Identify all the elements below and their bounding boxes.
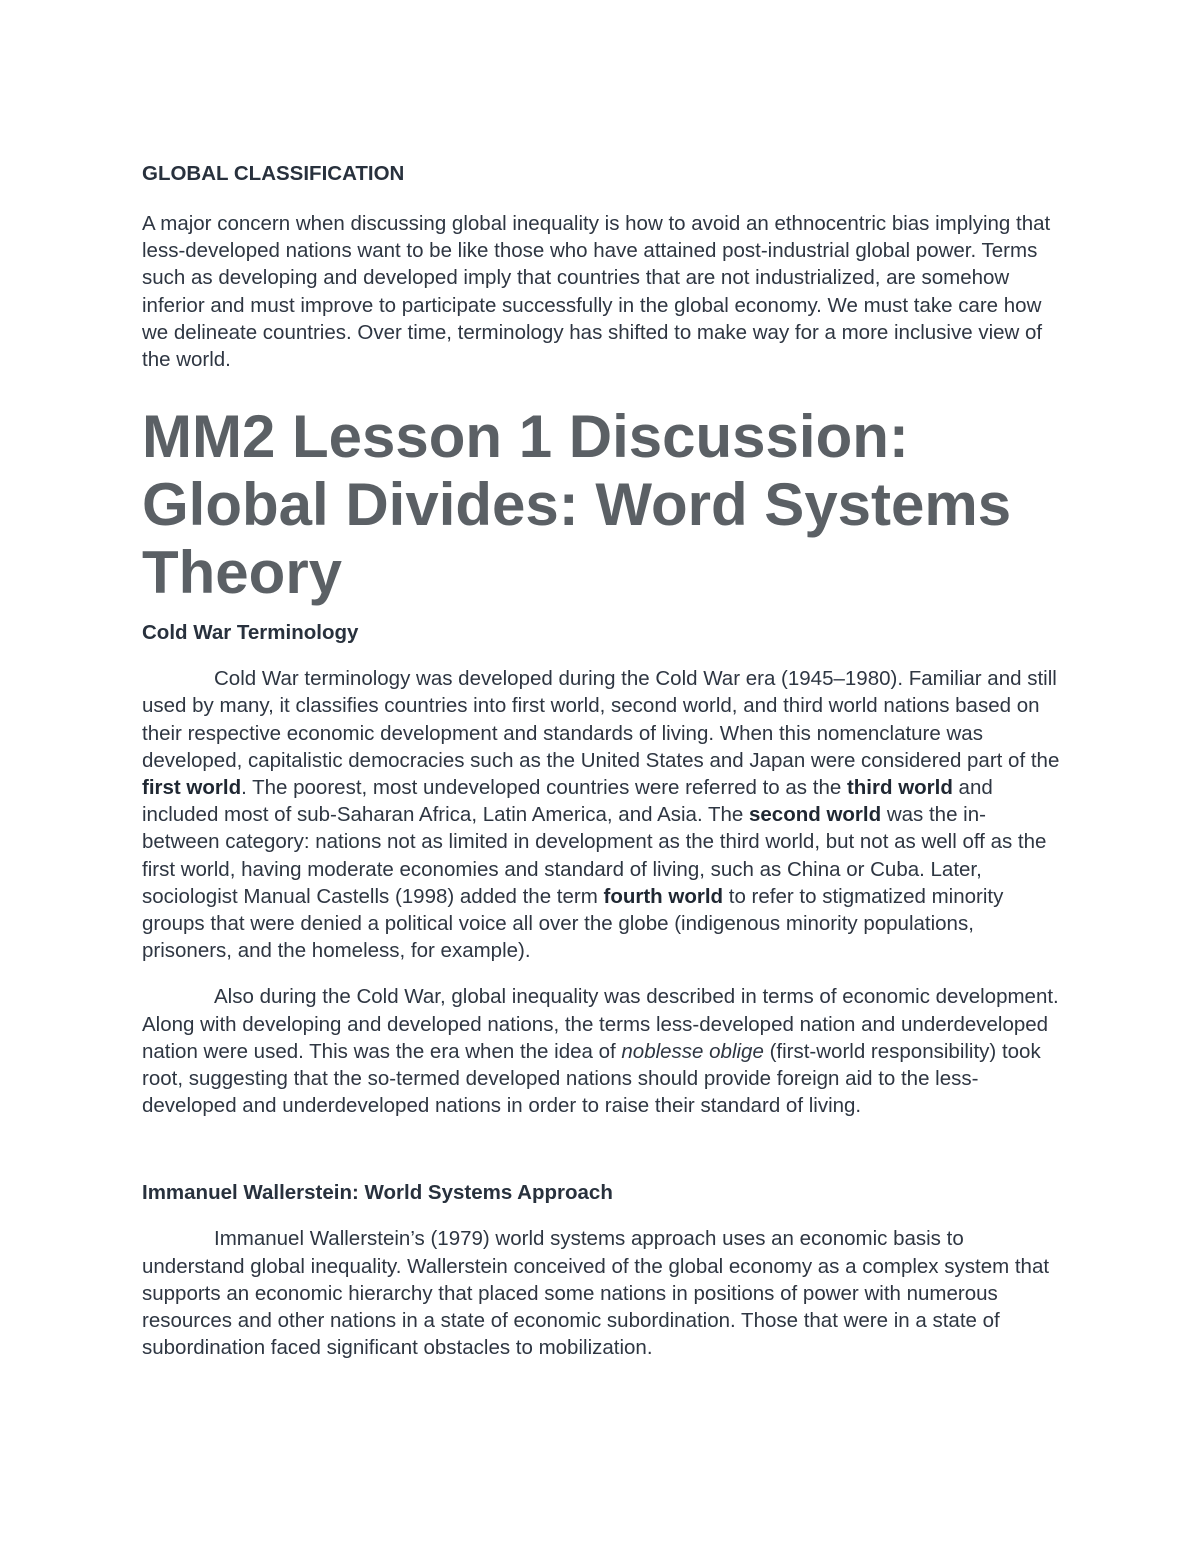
text-run: Cold War terminology was developed during the Cold War era (1945–1980). Familiar and still used by many, it classifies countries into first world, second world, and third world nations based on their respective economic development and standards of living. When this nomenclature was developed, capitalistic democracies such as the United States and Japan were considered part of the: [142, 667, 1060, 772]
text-run: . The poorest, most undeveloped countries were referred to as the: [241, 776, 847, 800]
term-second-world: second world: [749, 803, 882, 827]
term-third-world: third world: [846, 776, 953, 800]
text-run: (first-world responsibility) took root, suggesting that the so-termed developed nations should provide foreign aid to the less-developed and underdeveloped nations in order to raise their standard of living.: [142, 1039, 1041, 1118]
document-title: MM2 Lesson 1 Discussion: Global Divides: Word Systems Theory: [142, 403, 1012, 607]
document-page: [142, 160, 1062, 1361]
paragraph-global-classification: A major concern when discussing global inequality is how to avoid an ethnocentric bias implying that less-developed nations want to be like those who have attained post-industrial global power. Terms such as developing and developed imply that countries that are not industrialized, are somehow inferior and must improve to participate successfully in the global economy. We must take care how we delineate countries. Over time, terminology has shifted to make way for a more inclusive view of the world.: [142, 212, 1051, 372]
text-run: Also during the Cold War, global inequality was described in terms of economic development. Along with developing and developed nations, the terms less-developed nation and underdeveloped nation were used. This was the era when the idea of: [142, 985, 1059, 1063]
paragraph-economic-development: [142, 983, 1062, 1119]
section-heading-cold-war: Cold War Terminology: [142, 621, 359, 645]
term-first-world: first world: [142, 776, 242, 800]
text-run: and included most of sub-Saharan Africa, Latin America, and Asia. The: [142, 776, 993, 827]
term-fourth-world: fourth world: [603, 884, 724, 908]
section-heading-global-classification: GLOBAL CLASSIFICATION: [142, 162, 405, 185]
section-heading-wallerstein: Immanuel Wallerstein: World Systems Approach: [142, 1181, 613, 1205]
paragraph-world-systems-approach: Immanuel Wallerstein’s (1979) world systems approach uses an economic basis to understand global inequality. Wallerstein conceived of the global economy as a complex system that supports an economic hierarchy that placed some nations in positions of power with numerous resources and other nations in a state of economic subordination. Those that were in a state of subordination faced significant obstacles to mobilization.: [142, 1227, 1050, 1360]
term-noblesse-oblige: noblesse oblige: [621, 1039, 764, 1063]
paragraph-cold-war-terminology: [142, 665, 1062, 964]
text-run: to refer to stigmatized minority groups that were denied a political voice all over the globe (indigenous minority populations, prisoners, and the homeless, for example).: [142, 884, 1004, 963]
text-run: was the in-between category: nations not as limited in development as the third world, but not as well off as the first world, having moderate economies and standard of living, such as China or Cuba. Later, sociologist Manual Castells (1998) added the term: [142, 803, 1047, 908]
